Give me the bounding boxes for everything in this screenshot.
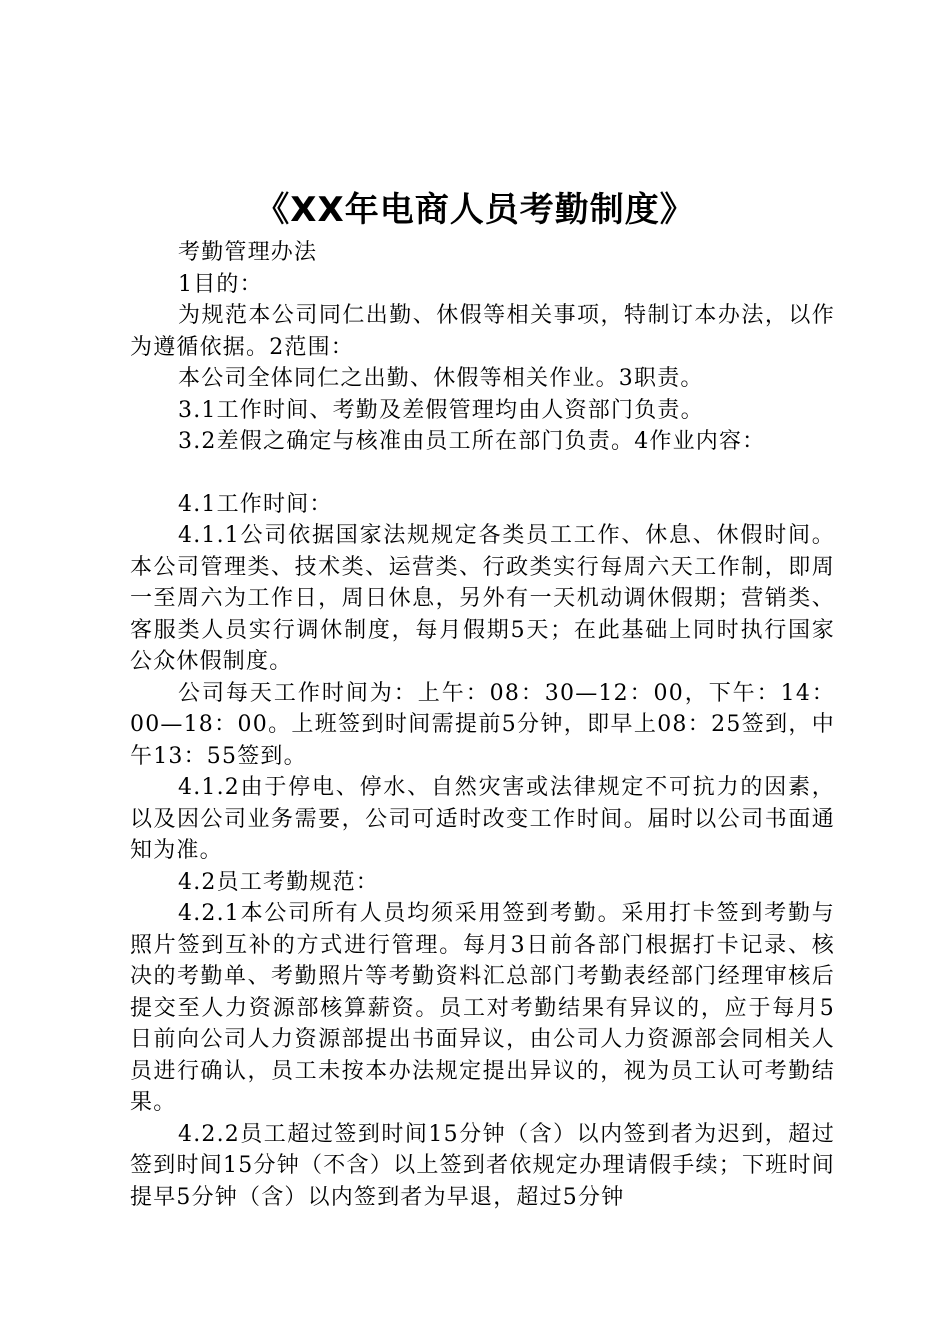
paragraph-work-hours: 公司每天工作时间为：上午：08：30—12：00，下午：14：00—18：00。上班签到时间需提前5分钟，即早上08：25签到，中午13：55签到。: [130, 680, 835, 769]
document-title: 《XX年电商人员考勤制度》: [255, 190, 695, 230]
paragraph-4-2: 4.2员工考勤规范：: [178, 869, 379, 895]
document-body: [130, 237, 835, 1213]
paragraph-4-1-1: 4.1.1公司依据国家法规规定各类员工工作、休息、休假时间。本公司管理类、技术类、运营类、行政类实行每周六天工作制，即周一至周六为工作日，周日休息，另外有一天机动调休假期；营销类、客服类人员实行调休制度，每月假期5天；在此基础上同时执行国家公众休假制度。: [130, 523, 835, 674]
paragraph-4-2-2: 4.2.2员工超过签到时间15分钟（含）以内签到者为迟到，超过签到时间15分钟（不含）以上签到者依规定办理请假手续；下班时间提早5分钟（含）以内签到者为早退，超过5分钟: [130, 1121, 835, 1210]
paragraph-duty-3-2: 3.2差假之确定与核准由员工所在部门负责。4作业内容：: [178, 429, 766, 454]
paragraph-4-1: 4.1工作时间：: [178, 491, 333, 517]
paragraph-duty-3-1: 3.1工作时间、考勤及差假管理均由人资部门负责。: [178, 397, 704, 423]
paragraph-purpose-heading: 1目的：: [178, 271, 263, 297]
paragraph-scope: 本公司全体同仁之出勤、休假等相关作业。3职责。: [178, 366, 704, 391]
paragraph-purpose: 为规范本公司同仁出勤、休假等相关事项，特制订本办法，以作为遵循依据。2范围：: [130, 303, 835, 360]
paragraph-4-2-1: 4.2.1本公司所有人员均须采用签到考勤。采用打卡签到考勤与照片签到互补的方式进行管理。每月3日前各部门根据打卡记录、核决的考勤单、考勤照片等考勤资料汇总部门考勤表经部门经理审核后提交至人力资源部核算薪资。员工对考勤结果有异议的，应于每月5日前向公司人力资源部提出书面异议，由公司人力资源部会同相关人员进行确认，员工未按本办法规定提出异议的，视为员工认可考勤结果。: [130, 901, 835, 1115]
paragraph-4-1-2: 4.1.2由于停电、停水、自然灾害或法律规定不可抗力的因素，以及因公司业务需要，公司可适时改变工作时间。届时以公司书面通知为准。: [130, 775, 835, 863]
paragraph-heading: 考勤管理办法: [178, 240, 318, 265]
